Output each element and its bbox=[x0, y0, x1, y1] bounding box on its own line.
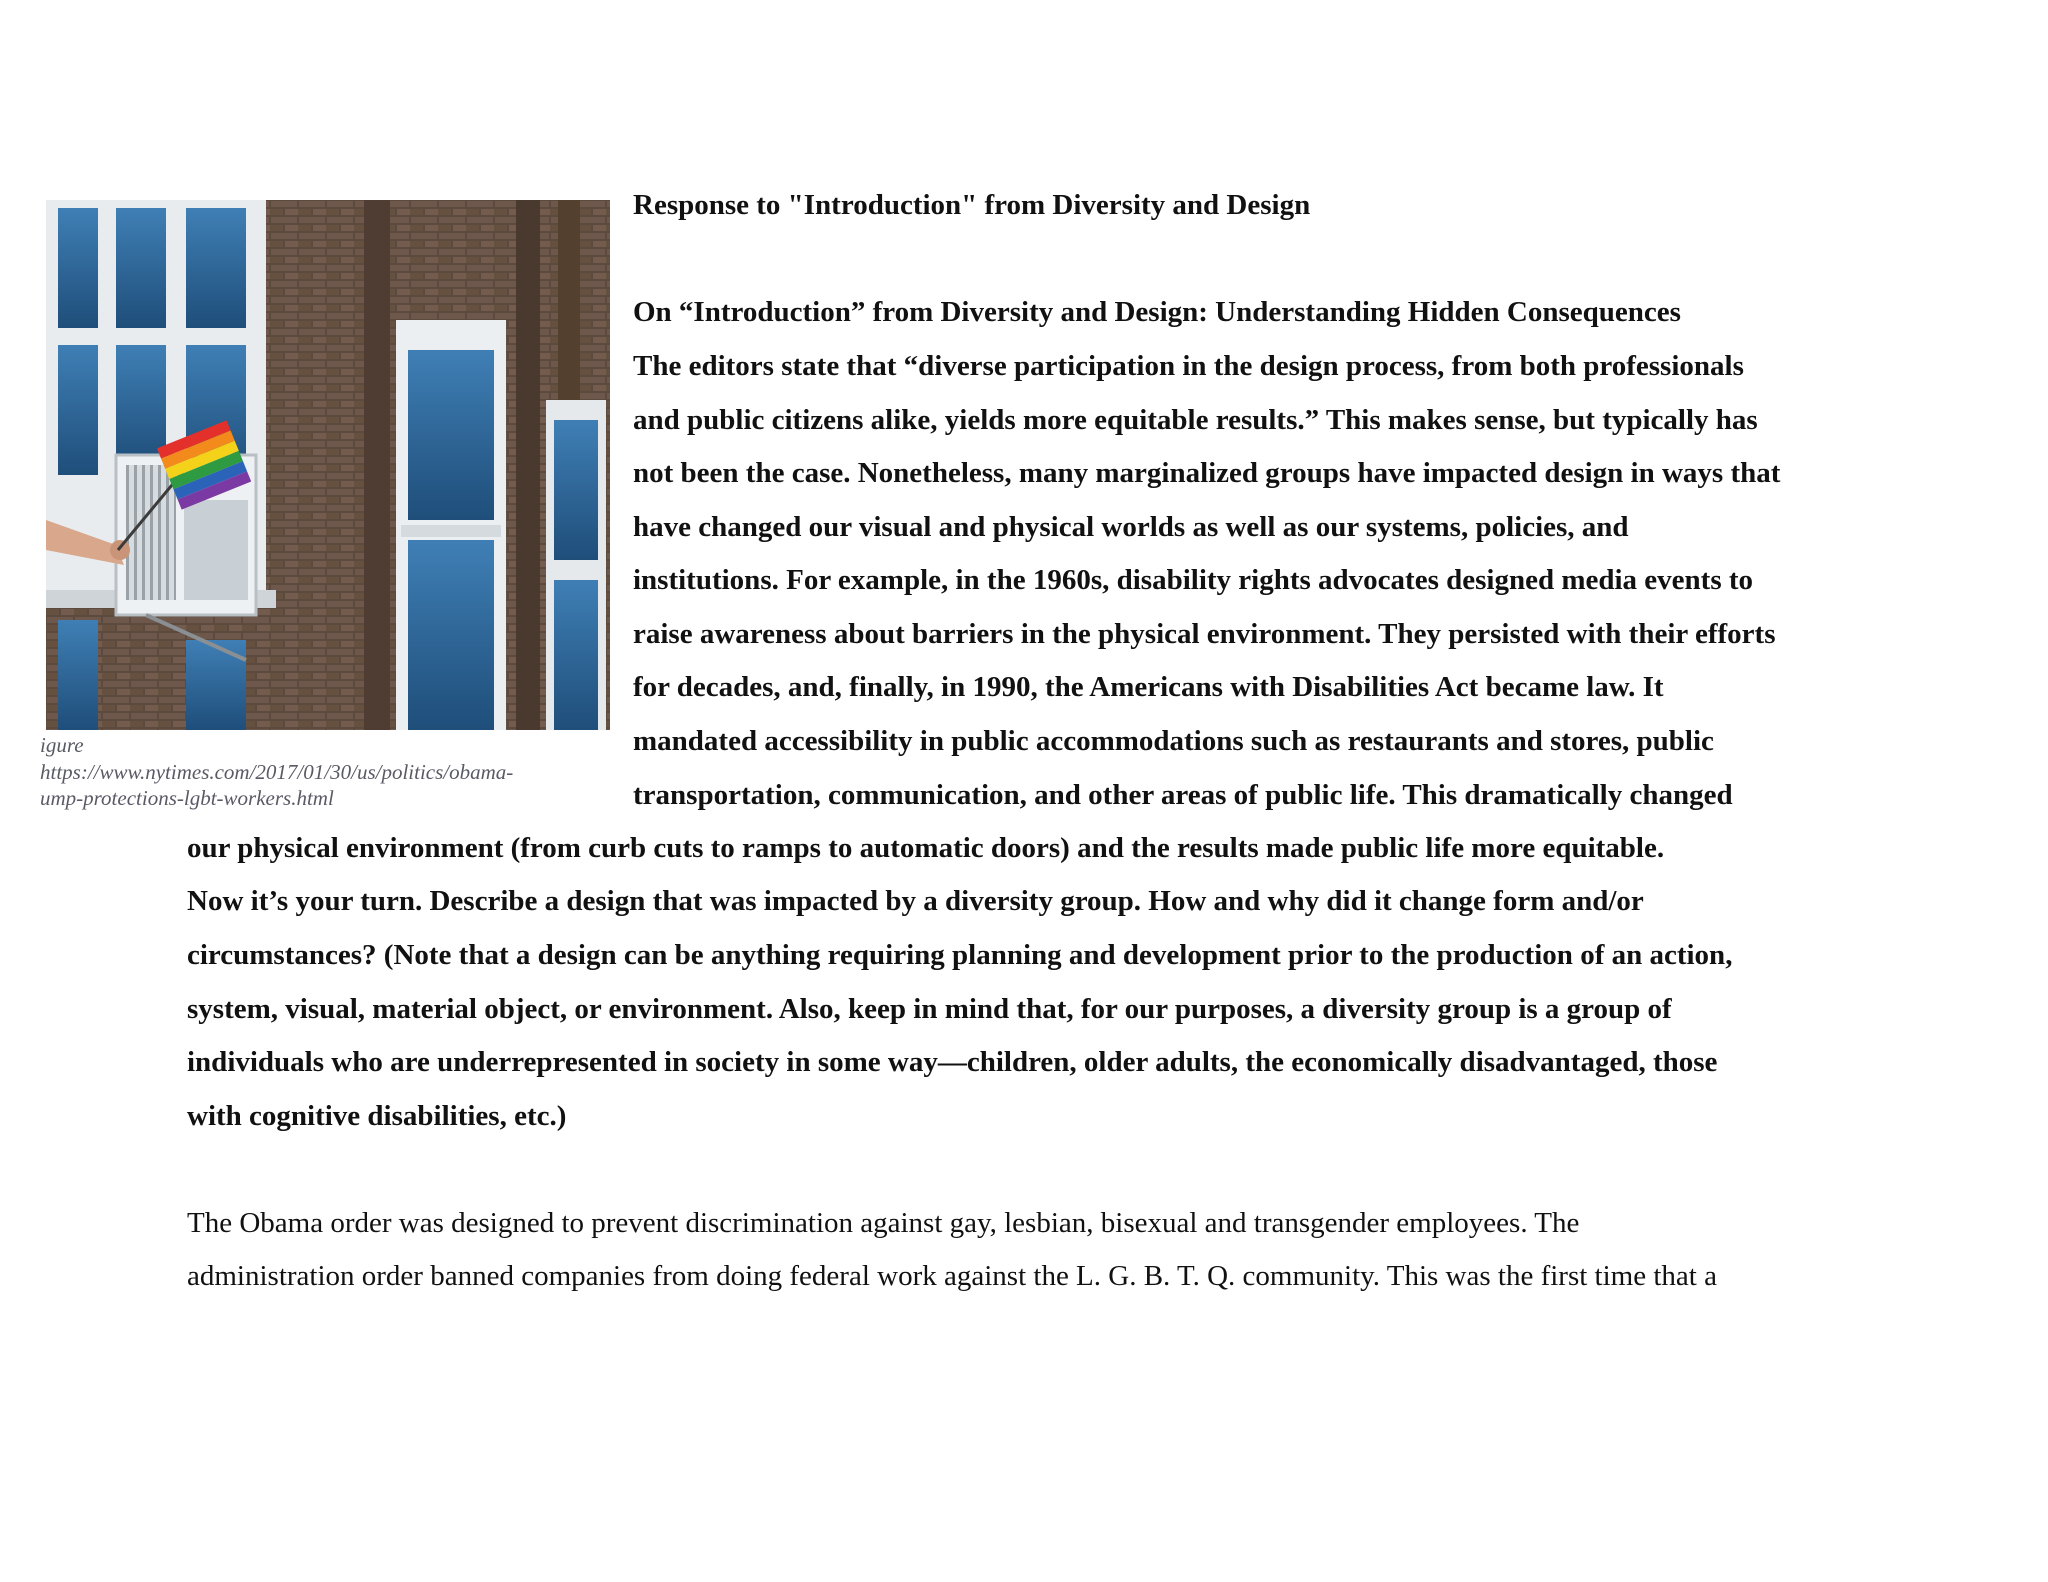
paragraph-line: our physical environment (from curb cuts to ramps to automatic doors) and the results made public life more equitable. bbox=[187, 832, 1665, 864]
prompt-line: individuals who are underrepresented in society in some way—children, older adults, the economically disadvantaged, those bbox=[187, 1046, 1718, 1078]
caption-line: igure bbox=[40, 733, 84, 757]
paragraph-line: and public citizens alike, yields more equitable results.” This makes sense, but typically has bbox=[633, 404, 1758, 436]
section-heading: On “Introduction” from Diversity and Design: Understanding Hidden Consequences bbox=[633, 296, 1681, 328]
prompt-line: with cognitive disabilities, etc.) bbox=[187, 1100, 567, 1132]
document-title: Response to "Introduction" from Diversity and Design bbox=[633, 189, 1311, 221]
prompt-line: circumstances? (Note that a design can be anything requiring planning and development prior to the production of an action, bbox=[187, 939, 1733, 971]
response-line: administration order banned companies from doing federal work against the L. G. B. T. Q. community. This was the first time that a bbox=[187, 1260, 1717, 1292]
paragraph-line: not been the case. Nonetheless, many marginalized groups have impacted design in ways that bbox=[633, 457, 1781, 489]
paragraph-line: for decades, and, finally, in 1990, the Americans with Disabilities Act became law. It bbox=[633, 671, 1664, 703]
paragraph-line: The editors state that “diverse participation in the design process, from both professionals bbox=[633, 350, 1744, 382]
paragraph-line: transportation, communication, and other areas of public life. This dramatically changed bbox=[633, 779, 1733, 811]
figure-photo bbox=[46, 200, 610, 730]
paragraph-line: have changed our visual and physical worlds as well as our systems, policies, and bbox=[633, 511, 1629, 543]
prompt-line: system, visual, material object, or environment. Also, keep in mind that, for our purposes, a diversity group is a group of bbox=[187, 993, 1672, 1025]
figure-caption bbox=[40, 732, 620, 814]
prompt-line: Now it’s your turn. Describe a design that was impacted by a diversity group. How and why did it change form and/or bbox=[187, 885, 1644, 917]
paragraph-line: raise awareness about barriers in the physical environment. They persisted with their efforts bbox=[633, 618, 1776, 650]
response-line: The Obama order was designed to prevent discrimination against gay, lesbian, bisexual and transgender employees. The bbox=[187, 1207, 1580, 1239]
caption-line: https://www.nytimes.com/2017/01/30/us/politics/obama- bbox=[40, 759, 514, 784]
caption-line: ump-protections-lgbt-workers.html bbox=[40, 786, 334, 810]
pride-flag-window-photo bbox=[46, 200, 610, 730]
paragraph-line: mandated accessibility in public accommodations such as restaurants and stores, public bbox=[633, 725, 1714, 757]
paragraph-line: institutions. For example, in the 1960s, disability rights advocates designed media events to bbox=[633, 564, 1754, 596]
